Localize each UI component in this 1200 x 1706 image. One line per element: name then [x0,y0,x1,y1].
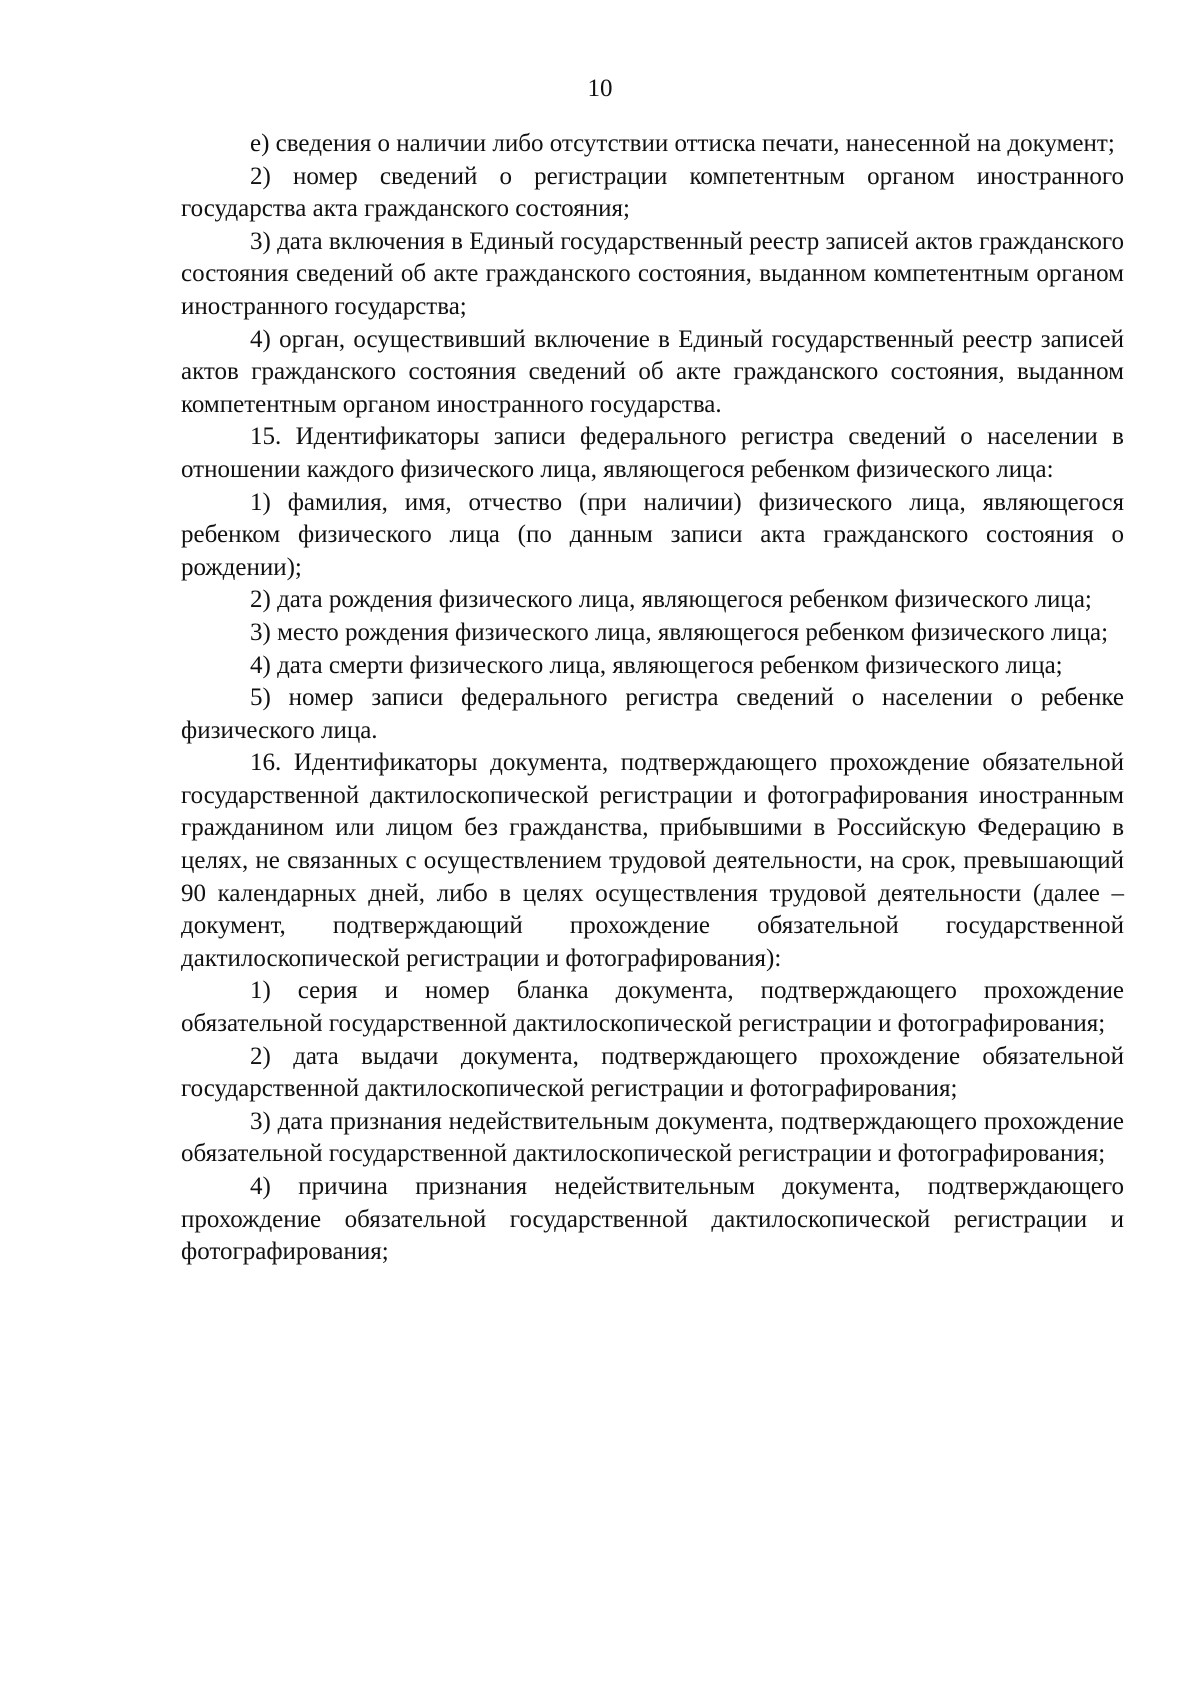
section-15-item-4: 4) дата смерти физического лица, являющегося ребенком физического лица; [250,651,1063,679]
paragraph-14-item-3: 3) дата включения в Единый государственный реестр записей актов гражданского состояния сведений об акте гражданского состояния, выданном компетентным органом иностранного государства; [181,227,1124,320]
page-number: 10 [587,75,613,102]
paragraph-14-item-2: 2) номер сведений о регистрации компетентным органом иностранного государства акта гражданского состояния; [181,162,1124,223]
paragraph-14-item-4: 4) орган, осуществивший включение в Единый государственный реестр записей актов гражданского состояния сведений об акте гражданского состояния, выданном компетентным органом иностранного государства. [181,325,1124,418]
section-15-item-1: 1) фамилия, имя, отчество (при наличии) физического лица, являющегося ребенком физического лица (по данным записи акта гражданского состояния о рождении); [181,488,1124,581]
section-15-item-3: 3) место рождения физического лица, являющегося ребенком физического лица; [250,618,1109,646]
section-15-item-2: 2) дата рождения физического лица, являющегося ребенком физического лица; [250,586,1092,614]
section-16-item-3: 3) дата признания недействительным документа, подтверждающего прохождение обязательной государственной дактилоскопической регистрации и фотографирования; [181,1107,1124,1168]
paragraph-14-e: е) сведения о наличии либо отсутствии оттиска печати, нанесенной на документ; [250,130,1115,157]
section-15-item-5: 5) номер записи федерального регистра сведений о населении о ребенке физического лица. [181,684,1124,744]
section-16-item-4: 4) причина признания недействительным документа, подтверждающего прохождение обязательной государственной дактилоскопической регистрации и фотографирования; [181,1173,1124,1266]
section-15-heading: 15. Идентификаторы записи федерального регистра сведений о населении в отношении каждого физического лица, являющегося ребенком физического лица: [181,423,1124,483]
section-16-heading: 16. Идентификаторы документа, подтверждающего прохождение обязательной государственной дактилоскопической регистрации и фотографирования иностранным гражданином или лицом без гражданства, прибывшими в Российскую Федерацию в целях, не связанных с осуществлением трудовой деятельности, на срок, превышающий 90 календарных дней, либо в целях осуществления трудовой деятельности (далее – документ, подтверждающий прохождение обязательной государственной дактилоскопической регистрации и фотографирования): [181,749,1124,972]
section-16-item-2: 2) дата выдачи документа, подтверждающего прохождение обязательной государственной дактилоскопической регистрации и фотографирования; [181,1042,1124,1103]
section-16-item-1: 1) серия и номер бланка документа, подтверждающего прохождение обязательной государственной дактилоскопической регистрации и фотографирования; [181,977,1124,1038]
document-body [181,128,1124,1269]
